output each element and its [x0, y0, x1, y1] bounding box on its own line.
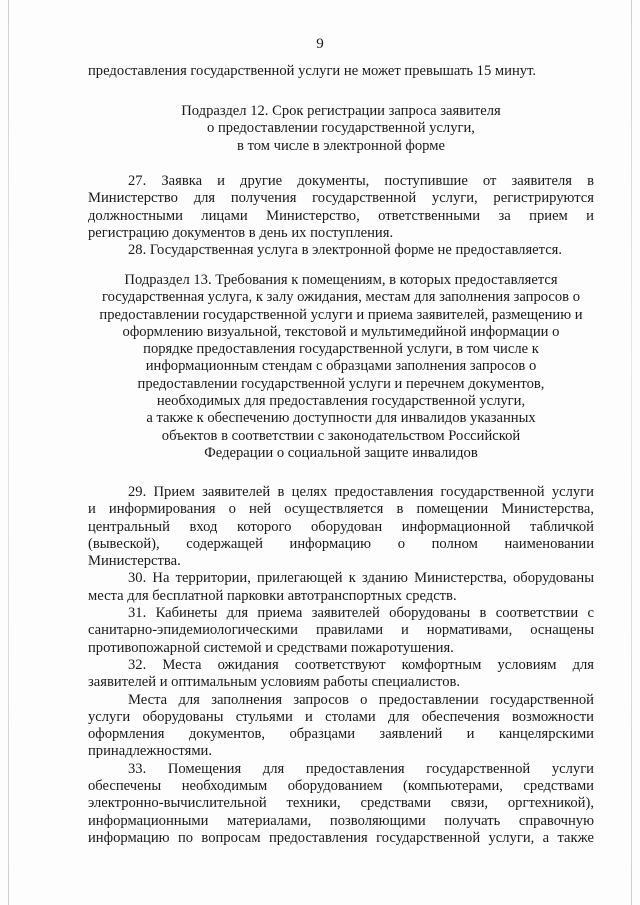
title-line: необходимых для предоставления государственной услуги,: [156, 393, 526, 410]
title-line: государственная услуга, к залу ожидания, местам для заполнения запросов о: [101, 289, 581, 306]
paragraph-line: Министерство для получения государственной услуги, регистрируются: [88, 190, 594, 207]
paragraph-line: санитарно-эпидемиологическими правилами и нормативами, оснащены: [88, 622, 594, 639]
paragraph-line: услуги оборудованы стульями и столами для обеспечения возможности: [88, 708, 594, 725]
title-line: Подраздел 12. Срок регистрации запроса заявителя: [181, 103, 501, 119]
paragraph: [88, 242, 594, 259]
intro-line: [88, 63, 594, 80]
intro-text: предоставления государственной услуги не может превышать 15 минут.: [88, 63, 537, 79]
paragraph-line: информацию по вопросам предоставления государственной услуги, а также: [88, 829, 594, 846]
subsection-13-title: [88, 272, 594, 462]
paragraph-line: обеспечены необходимым оборудованием (компьютерами, средствами: [88, 778, 594, 795]
paragraphs-27-28: [88, 173, 594, 259]
scan-edge-right: [631, 0, 632, 905]
paragraph: [88, 570, 594, 605]
paragraph: [88, 605, 594, 657]
paragraph-line: должностными лицами Министерство, ответственными за прием и: [88, 207, 594, 224]
paragraph: [88, 173, 594, 242]
title-line: информационным стендам с образцами заполнения запросов о: [145, 358, 537, 375]
title-line: о предоставлении государственной услуги,: [207, 120, 475, 137]
paragraph-line: информационными материалами, позволяющими получать справочную: [88, 812, 594, 829]
paragraph-line: места для бесплатной парковки автотранспортных средств.: [88, 587, 457, 604]
paragraph-line: (вывеской), содержащей информацию о полном наименовании: [88, 535, 594, 552]
title-line: объектов в соответствии с законодательством Российской: [161, 427, 521, 444]
paragraph-line: 30. На территории, прилегающей к зданию Министерства, оборудованы: [128, 570, 594, 587]
paragraph-line: 28. Государственная услуга в электронной форме не предоставляется.: [128, 242, 563, 259]
paragraph-line: и информирования о ней осуществляется в помещении Министерства,: [88, 501, 594, 518]
paragraph-line: электронно-вычислительной техники, средствами связи, оргтехникой),: [88, 795, 594, 812]
title-line: предоставлении государственной услуги и перечнем документов,: [137, 375, 545, 392]
paragraph-line: Места для заполнения запросов о предоставлении государственной: [128, 691, 594, 708]
paragraph-line: Министерства.: [88, 553, 181, 570]
paragraph-line: 32. Места ожидания соответствуют комфортным условиям для: [128, 656, 594, 673]
paragraph-line: принадлежностями.: [88, 743, 213, 760]
title-line: порядке предоставления государственной услуги, в том числе к: [143, 341, 539, 358]
scan-edge-left: [8, 0, 9, 905]
paragraph-line: 31. Кабинеты для приема заявителей оборудованы в соответствии с: [128, 605, 594, 622]
title-line: оформлению визуальной, текстовой и мультимедийной информации о: [122, 323, 560, 340]
subsection-12-title: [88, 103, 594, 155]
paragraph-line: оформления документов, образцами заявлений и канцелярскими: [88, 726, 594, 743]
paragraph-line: 33. Помещения для предоставления государственной услуги: [128, 760, 594, 777]
paragraph-line: заявителей и оптимальным условиям работы специалистов.: [88, 674, 461, 691]
page-number: 9: [316, 36, 324, 52]
paragraphs-29-33: [88, 484, 594, 847]
paragraph: [88, 692, 594, 761]
paragraph-line: 29. Прием заявителей в целях предоставления государственной услуги: [128, 484, 594, 500]
title-line: Федерации о социальной защите инвалидов: [204, 444, 478, 461]
title-line: а также к обеспечению доступности для инвалидов указанных: [146, 410, 536, 427]
title-line: предоставлении государственной услуги и приема заявителей, размещению и: [99, 306, 583, 323]
paragraph-line: 27. Заявка и другие документы, поступившие от заявителя в: [128, 173, 594, 189]
paragraph-line: регистрацию документов в день их поступления.: [88, 224, 394, 241]
paragraph: [88, 761, 594, 847]
paragraph: [88, 657, 594, 692]
paragraph-line: противопожарной системой и средствами пожаротушения.: [88, 639, 454, 656]
paragraph-line: центральный вход которого оборудован информационной табличкой: [88, 518, 594, 535]
paragraph: [88, 484, 594, 570]
title-line: Подраздел 13. Требования к помещениям, в которых предоставляется: [124, 272, 558, 288]
title-line: в том числе в электронной форме: [237, 137, 445, 154]
